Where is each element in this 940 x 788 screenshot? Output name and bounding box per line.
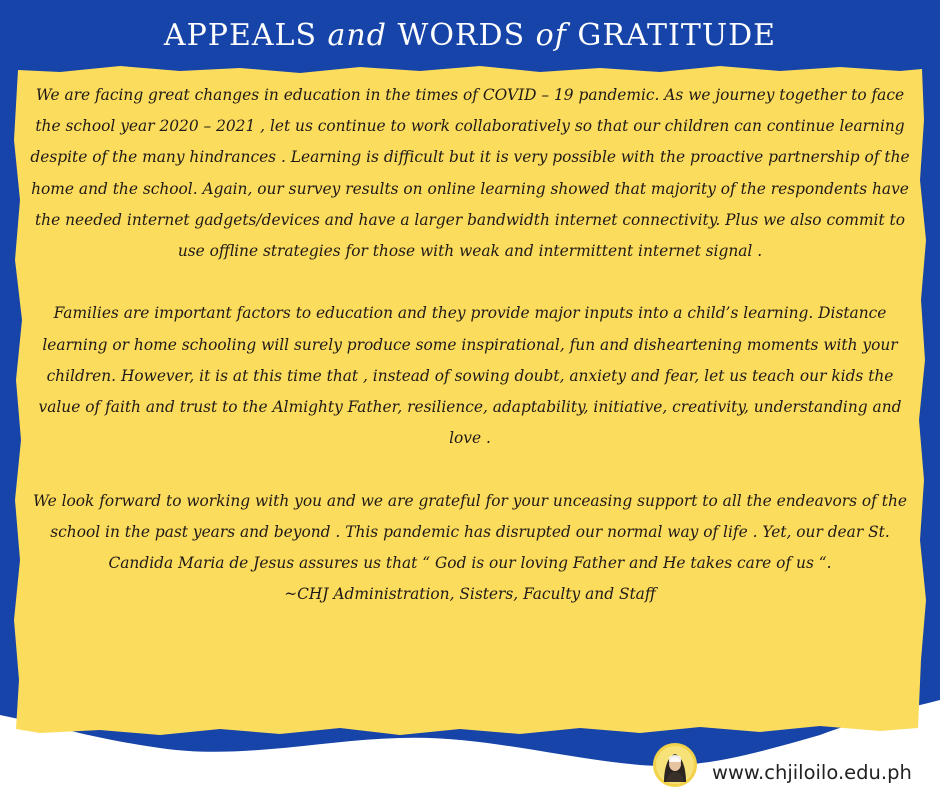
letter-paragraph-2: Families are important factors to education and they provide major inputs into a child’s learning. Distance learning or home schooling will surely produce some inspirational, fun and disheartening moments with your children. However, it is at this time that , instead of sowing doubt, anxiety and fear, let us teach our kids the value of faith and trust to the Almighty Father, resilience, adaptability, initiative, creativity, understanding and love . (38, 304, 902, 448)
signature: ~CHJ Administration, Sisters, Faculty and Staff (284, 585, 656, 604)
saint-portrait-logo-icon (652, 742, 698, 788)
page-title: APPEALS and WORDS of GRATITUDE (163, 18, 777, 53)
letter-paragraph-3 (28, 486, 912, 611)
letter-paragraph-3-text: We look forward to working with you and we are grateful for your unceasing support to all the endeavors of the school in the past years and beyond . This pandemic has disrupted our normal way of life . Yet, our dear St. Candida Maria de Jesus assures us that “ God is our loving Father and He takes care of us “. (33, 491, 907, 573)
letter-body (28, 80, 912, 610)
website-url[interactable]: www.chjiloilo.edu.ph (712, 761, 912, 784)
letter-paragraph-1: We are facing great changes in education in the times of COVID – 19 pandemic. As we journey together to face the school year 2020 – 2021 , let us continue to work collaboratively so that our children can continue learning despite of the many hindrances . Learning is difficult but it is very possible with the proactive partnership of the home and the school. Again, our survey results on online learning showed that majority of the respondents have the needed internet gadgets/devices and have a larger bandwidth internet connectivity. Plus we also commit to use offline strategies for those with weak and intermittent internet signal . (30, 86, 910, 261)
